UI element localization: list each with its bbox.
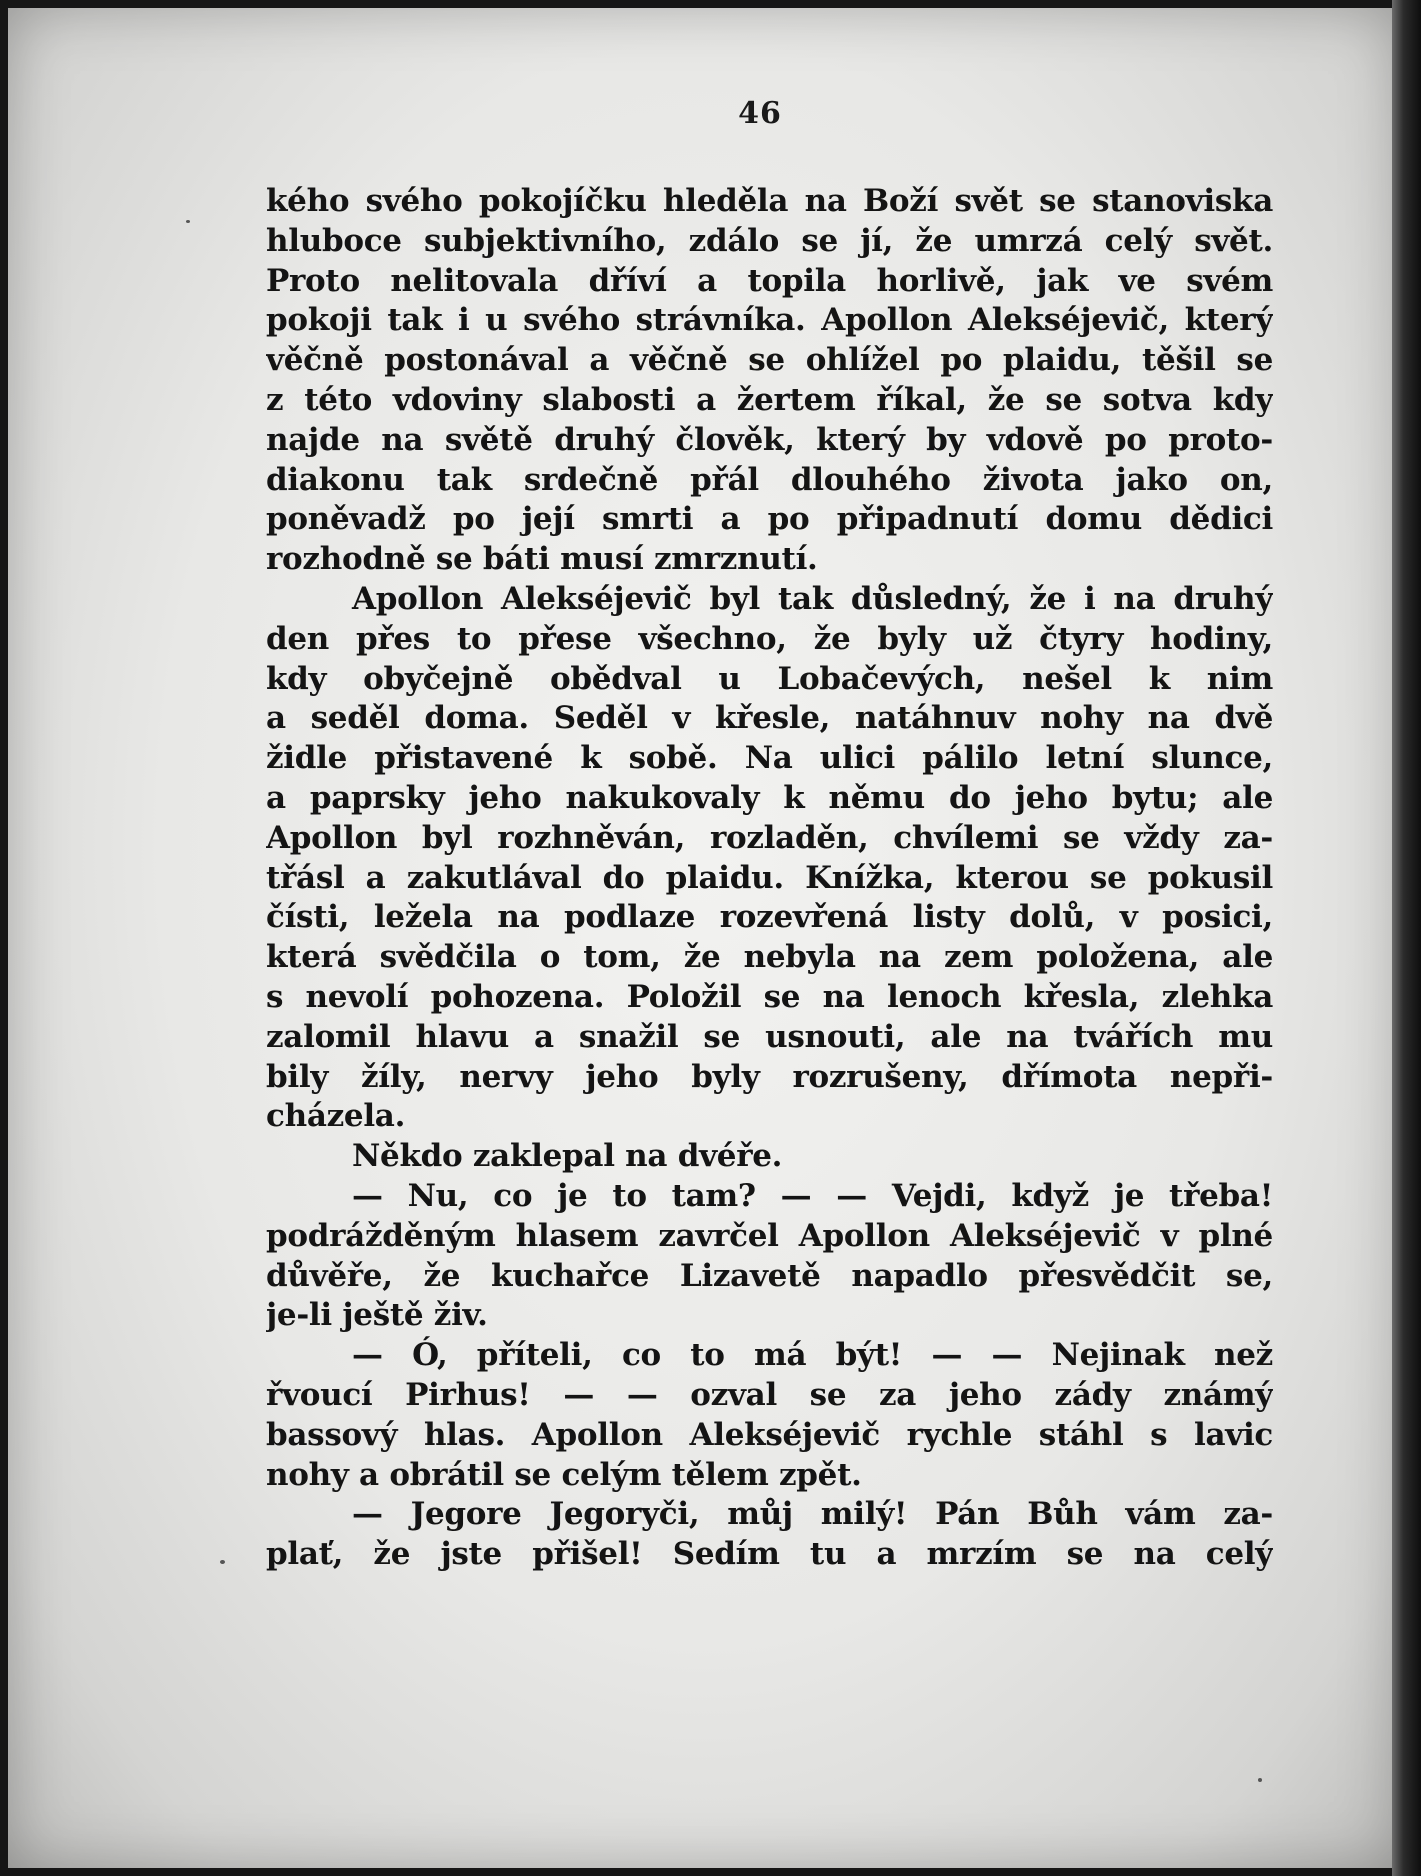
paper-speck — [1258, 1778, 1262, 1782]
text-line: kdy obyčejně obědval u Lobačevých, nešel k nim — [266, 660, 1273, 697]
text-line: poněvadž po její smrti a po připadnutí domu dědici — [266, 501, 1273, 538]
text-line: cházela. — [266, 1098, 406, 1135]
text-line: Proto nelitovala dříví a topila horlivě, jak ve svém — [266, 262, 1273, 299]
text-line: pokoji tak i u svého strávníka. Apollon Alekséjevič, který — [266, 302, 1273, 339]
page-binding-edge — [1392, 0, 1421, 1876]
text-line: plať, že jste přišel! Sedím tu a mrzím se na celý — [266, 1536, 1273, 1573]
text-line: židle přistavené k sobě. Na ulici pálilo letní slunce, — [266, 740, 1273, 777]
text-line: zalomil hlavu a snažil se usnouti, ale na tvářích mu — [266, 1018, 1273, 1055]
text-line: Někdo zaklepal na dvéře. — [352, 1138, 783, 1175]
text-line: třásl a zakutlával do plaidu. Knížka, kterou se pokusil — [266, 859, 1273, 896]
text-line: z této vdoviny slabosti a žertem říkal, že se sotva kdy — [266, 381, 1273, 418]
text-line: najde na světě druhý člověk, který by vdově po proto- — [266, 421, 1273, 458]
page-number: 46 — [738, 96, 782, 131]
text-line: a seděl doma. Seděl v křesle, natáhnuv nohy na dvě — [266, 700, 1273, 737]
text-line: nohy a obrátil se celým tělem zpět. — [266, 1456, 862, 1493]
text-line: věčně postonával a věčně se ohlížel po plaidu, těšil se — [266, 342, 1273, 379]
text-line: která svědčila o tom, že nebyla na zem položena, ale — [266, 939, 1273, 976]
text-line: bily žíly, nervy jeho byly rozrušeny, dřímota nepři- — [266, 1058, 1273, 1095]
text-line: bassový hlas. Apollon Alekséjevič rychle stáhl s lavic — [266, 1416, 1273, 1453]
text-line: kého svého pokojíčku hleděla na Boží svět se stanoviska — [266, 183, 1273, 219]
text-line: a paprsky jeho nakukovaly k němu do jeho bytu; ale — [266, 779, 1273, 816]
text-line: — Jegore Jegoryči, můj milý! Pán Bůh vám za- — [352, 1496, 1273, 1533]
paper-speck — [220, 1560, 225, 1564]
text-line: je-li ještě živ. — [266, 1297, 488, 1334]
text-line: diakonu tak srdečně přál dlouhého života jako on, — [266, 461, 1273, 498]
text-line: Apollon Alekséjevič byl tak důsledný, že i na druhý — [352, 580, 1273, 617]
text-line: rozhodně se báti musí zmrznutí. — [266, 541, 818, 578]
text-line: čísti, ležela na podlaze rozevřená listy dolů, v posici, — [266, 899, 1273, 936]
text-line: řvoucí Pirhus! — — ozval se za jeho zády známý — [266, 1376, 1273, 1413]
text-line: — Ó, příteli, co to má být! — — Nejinak než — [352, 1337, 1273, 1374]
text-line: — Nu, co je to tam? — — Vejdi, když je třeba! — [352, 1177, 1273, 1214]
text-line: podrážděným hlasem zavrčel Apollon Alekséjevič v plné — [266, 1217, 1273, 1254]
text-line: s nevolí pohozena. Položil se na lenoch křesla, zlehka — [266, 978, 1273, 1015]
text-line: hluboce subjektivního, zdálo se jí, že umrzá celý svět. — [266, 222, 1273, 259]
page-text — [266, 182, 1273, 1575]
text-line: den přes to přese všechno, že byly už čtyry hodiny, — [266, 620, 1273, 657]
paper-speck — [186, 220, 190, 223]
text-line: Apollon byl rozhněván, rozladěn, chvílemi se vždy za- — [266, 819, 1273, 856]
text-line: důvěře, že kuchařce Lizavetě napadlo přesvědčit se, — [266, 1257, 1273, 1294]
